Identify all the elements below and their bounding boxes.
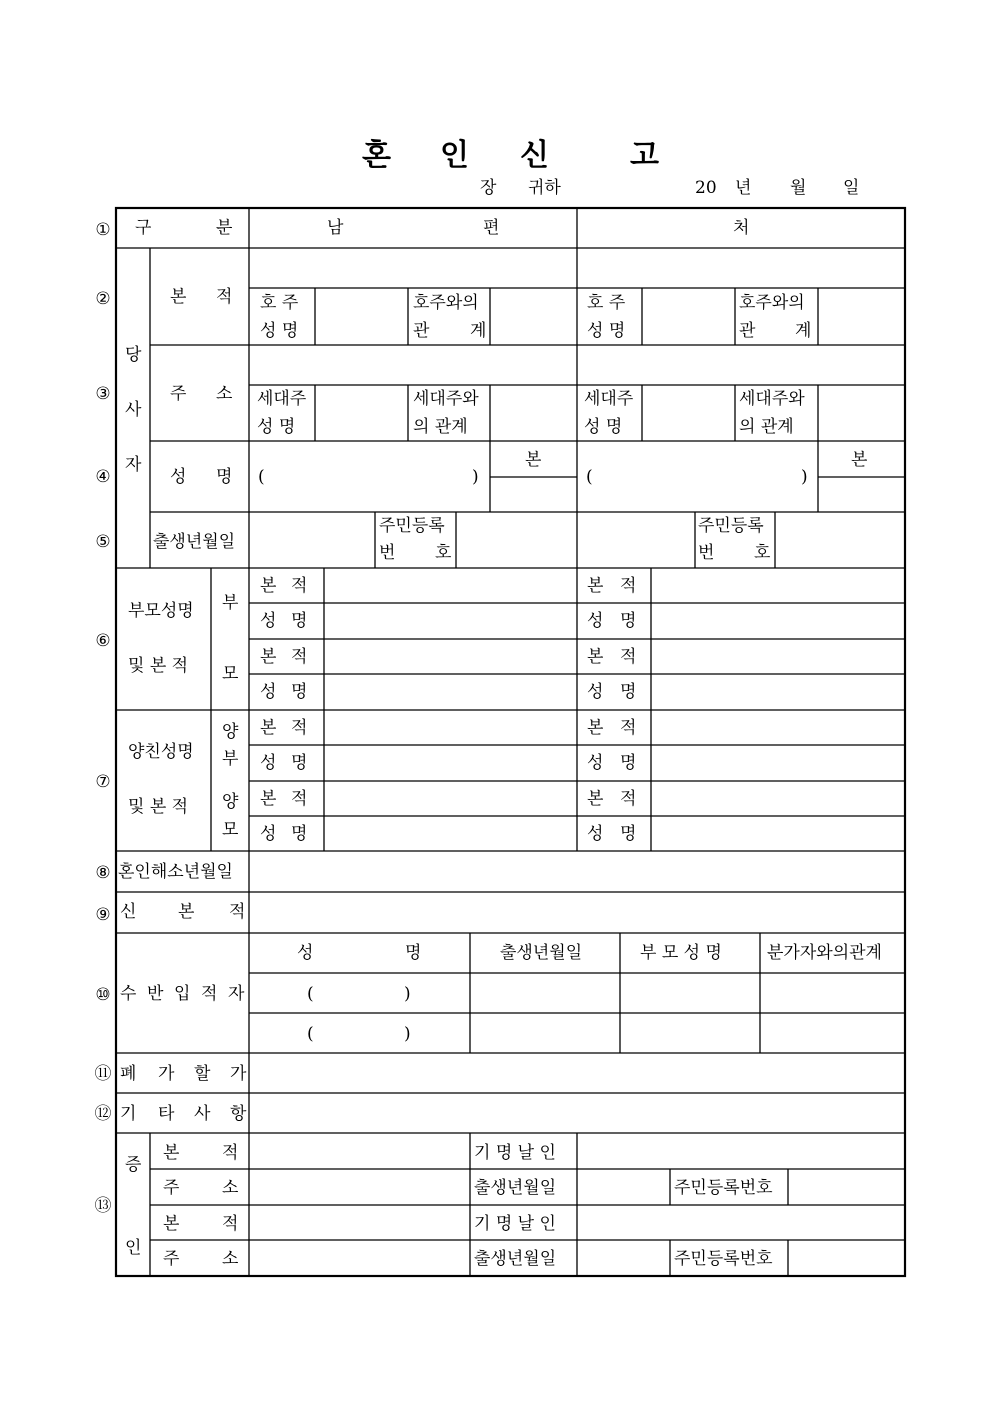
wife-header: 처 (733, 218, 750, 238)
year-prefix: 20 (695, 178, 717, 198)
address-label-2: 소 (216, 384, 233, 404)
witness-1-rrn-label: 주민등록번호 (674, 1178, 773, 1198)
witness-2-birth-label: 출생년월일 (474, 1249, 557, 1269)
husband-household-head-label-2: 성 명 (257, 417, 296, 437)
witness-1-address-label-2: 소 (222, 1178, 239, 1198)
witness-2-signature-label: 기 명 날 인 (474, 1214, 556, 1234)
witness-2-domicile-label-1: 본 (163, 1214, 180, 1234)
wife-adoptive-mother-domicile-label-2: 적 (620, 789, 637, 809)
husband-father-domicile-label-1: 본 (260, 576, 277, 596)
office-label: 장 (480, 178, 497, 198)
witness-label-2: 인 (125, 1238, 142, 1258)
row-number-5: ⑤ (95, 532, 111, 552)
adoptive-mother-label-2: 모 (222, 820, 239, 840)
row-number-9: ⑨ (95, 905, 111, 925)
dependents-col-name-1: 성 (297, 943, 314, 963)
husband-head-name-label-2: 성 명 (260, 321, 299, 341)
title-char-2: 인 (440, 138, 469, 173)
addressee-suffix: 귀하 (528, 178, 561, 198)
adoptive-label-2: 및 본 적 (128, 797, 189, 817)
husband-head-relation-label-3: 계 (470, 321, 487, 341)
witness-1-domicile-label-2: 적 (222, 1143, 239, 1163)
party-label-2: 사 (125, 400, 142, 420)
wife-adoptive-father-domicile-label-1: 본 (587, 718, 604, 738)
husband-rrn-label-2: 번 (379, 543, 396, 563)
row-number-1: ① (95, 220, 111, 240)
dependents-label-3: 입 (174, 984, 191, 1004)
wife-origin-label: 본 (851, 450, 868, 470)
witness-2-address-label-2: 소 (222, 1249, 239, 1269)
witness-2-rrn-label: 주민등록번호 (674, 1249, 773, 1269)
title-char-4: 고 (630, 138, 659, 173)
wife-household-head-label-2: 성 명 (584, 417, 623, 437)
wife-head-relation-label-3: 계 (795, 321, 812, 341)
row-number-4: ④ (95, 467, 111, 487)
witness-1-birth-label: 출생년월일 (474, 1178, 557, 1198)
husband-name-paren-close: ) (472, 467, 479, 487)
husband-name-paren-open: ( (258, 467, 265, 487)
row-number-11: ⑪ (94, 1064, 112, 1084)
address-label-1: 주 (170, 384, 187, 404)
wife-adoptive-father-name-label-1: 성 (587, 753, 604, 773)
other-label-4: 항 (230, 1104, 247, 1124)
wife-household-relation-label-2: 의 관계 (739, 417, 794, 437)
wife-adoptive-mother-name-label-2: 명 (620, 824, 637, 844)
row-number-12: ⑫ (94, 1104, 112, 1124)
new-domicile-label-2: 본 (178, 902, 195, 922)
title-char-1: 혼 (362, 138, 391, 173)
wife-adoptive-mother-domicile-label-1: 본 (587, 789, 604, 809)
dependents-col-parents: 부 모 성 명 (640, 943, 722, 963)
dependents-label-1: 수 (120, 984, 137, 1004)
witness-1-address-label-1: 주 (163, 1178, 180, 1198)
name-label-1: 성 (170, 467, 187, 487)
husband-head-relation-label-1: 호주와의 (413, 293, 479, 313)
wife-head-relation-label-1: 호주와의 (739, 293, 805, 313)
wife-father-name-label-1: 성 (587, 611, 604, 631)
row-number-6: ⑥ (95, 631, 111, 651)
row-number-7: ⑦ (95, 772, 111, 792)
dependents-col-birth: 출생년월일 (500, 943, 583, 963)
wife-name-paren-open: ( (586, 467, 593, 487)
witness-1-signature-label: 기 명 날 인 (474, 1143, 556, 1163)
wife-household-relation-label-1: 세대주와 (739, 389, 805, 409)
husband-mother-domicile-label-1: 본 (260, 647, 277, 667)
wife-rrn-label-2: 번 (698, 543, 715, 563)
wife-mother-domicile-label-1: 본 (587, 647, 604, 667)
dependents-label-2: 반 (147, 984, 164, 1004)
category-label-2: 분 (216, 218, 233, 238)
dependent-1-paren-open: ( (307, 984, 314, 1004)
adoptive-father-label-1: 양 (222, 722, 239, 742)
husband-mother-name-label-1: 성 (260, 682, 277, 702)
wife-rrn-label-1: 주민등록 (698, 516, 764, 536)
husband-adoptive-mother-domicile-label-1: 본 (260, 789, 277, 809)
husband-household-head-label-1: 세대주 (257, 389, 307, 409)
wife-father-domicile-label-2: 적 (620, 576, 637, 596)
wife-household-head-label-1: 세대주 (584, 389, 634, 409)
husband-mother-domicile-label-2: 적 (291, 647, 308, 667)
husband-head-name-label-1: 호 주 (260, 293, 299, 313)
wife-mother-domicile-label-2: 적 (620, 647, 637, 667)
wife-mother-name-label-1: 성 (587, 682, 604, 702)
dependents-col-name-2: 명 (405, 943, 422, 963)
husband-adoptive-mother-name-label-2: 명 (291, 824, 308, 844)
husband-adoptive-father-domicile-label-1: 본 (260, 718, 277, 738)
abolished-label-1: 폐 (120, 1064, 137, 1084)
dependent-1-paren-close: ) (404, 984, 411, 1004)
wife-head-relation-label-2: 관 (739, 321, 756, 341)
wife-mother-name-label-2: 명 (620, 682, 637, 702)
wife-head-name-label-2: 성 명 (587, 321, 626, 341)
wife-adoptive-father-domicile-label-2: 적 (620, 718, 637, 738)
husband-father-name-label-1: 성 (260, 611, 277, 631)
row-number-3: ③ (95, 384, 111, 404)
parents-label-2: 및 본 적 (128, 656, 189, 676)
husband-father-name-label-2: 명 (291, 611, 308, 631)
domicile-label-1: 본 (170, 287, 187, 307)
adoptive-label-1: 양친성명 (128, 742, 194, 762)
new-domicile-label-3: 적 (229, 902, 246, 922)
husband-mother-name-label-2: 명 (291, 682, 308, 702)
adoptive-mother-label-1: 양 (222, 792, 239, 812)
day-unit: 일 (843, 178, 860, 198)
dependents-label-5: 자 (228, 984, 245, 1004)
husband-origin-label: 본 (525, 450, 542, 470)
husband-header-2: 편 (483, 218, 500, 238)
husband-head-relation-label-2: 관 (413, 321, 430, 341)
husband-household-relation-label-1: 세대주와 (413, 389, 479, 409)
new-domicile-label-1: 신 (120, 902, 137, 922)
witness-2-address-label-1: 주 (163, 1249, 180, 1269)
witness-label-1: 증 (125, 1155, 142, 1175)
row-number-10: ⑩ (95, 985, 111, 1005)
husband-adoptive-mother-domicile-label-2: 적 (291, 789, 308, 809)
party-label-3: 자 (125, 455, 142, 475)
title-char-3: 신 (520, 138, 549, 173)
mother-label: 모 (222, 664, 239, 684)
parents-label-1: 부모성명 (128, 601, 194, 621)
dependents-label-4: 적 (201, 984, 218, 1004)
wife-head-name-label-1: 호 주 (587, 293, 626, 313)
abolished-label-2: 가 (158, 1064, 175, 1084)
wife-adoptive-father-name-label-2: 명 (620, 753, 637, 773)
abolished-label-3: 할 (194, 1064, 211, 1084)
abolished-label-4: 가 (230, 1064, 247, 1084)
husband-household-relation-label-2: 의 관계 (413, 417, 468, 437)
wife-name-paren-close: ) (801, 467, 808, 487)
name-label-2: 명 (216, 467, 233, 487)
other-label-3: 사 (194, 1104, 211, 1124)
birth-label: 출생년월일 (153, 532, 236, 552)
husband-adoptive-mother-name-label-1: 성 (260, 824, 277, 844)
month-unit: 월 (790, 178, 807, 198)
husband-adoptive-father-name-label-1: 성 (260, 753, 277, 773)
wife-adoptive-mother-name-label-1: 성 (587, 824, 604, 844)
category-label-1: 구 (135, 218, 152, 238)
year-unit: 년 (735, 178, 752, 198)
wife-father-name-label-2: 명 (620, 611, 637, 631)
adoptive-father-label-2: 부 (222, 749, 239, 769)
other-label-1: 기 (120, 1104, 137, 1124)
witness-1-domicile-label-1: 본 (163, 1143, 180, 1163)
father-label: 부 (222, 593, 239, 613)
witness-2-domicile-label-2: 적 (222, 1214, 239, 1234)
row-number-13: ⑬ (94, 1196, 112, 1216)
row-number-2: ② (95, 289, 111, 309)
domicile-label-2: 적 (216, 287, 233, 307)
dependent-2-paren-open: ( (307, 1024, 314, 1044)
husband-header-1: 남 (327, 218, 344, 238)
wife-father-domicile-label-1: 본 (587, 576, 604, 596)
husband-adoptive-father-domicile-label-2: 적 (291, 718, 308, 738)
dissolution-date-label: 혼인해소년월일 (118, 862, 233, 882)
husband-rrn-label-3: 호 (435, 543, 452, 563)
husband-father-domicile-label-2: 적 (291, 576, 308, 596)
husband-adoptive-father-name-label-2: 명 (291, 753, 308, 773)
dependents-col-relation: 분가자와의관계 (767, 943, 882, 963)
wife-rrn-label-3: 호 (754, 543, 771, 563)
husband-rrn-label-1: 주민등록 (379, 516, 445, 536)
party-label-1: 당 (125, 345, 142, 365)
row-number-8: ⑧ (95, 863, 111, 883)
dependent-2-paren-close: ) (404, 1024, 411, 1044)
other-label-2: 타 (158, 1104, 175, 1124)
